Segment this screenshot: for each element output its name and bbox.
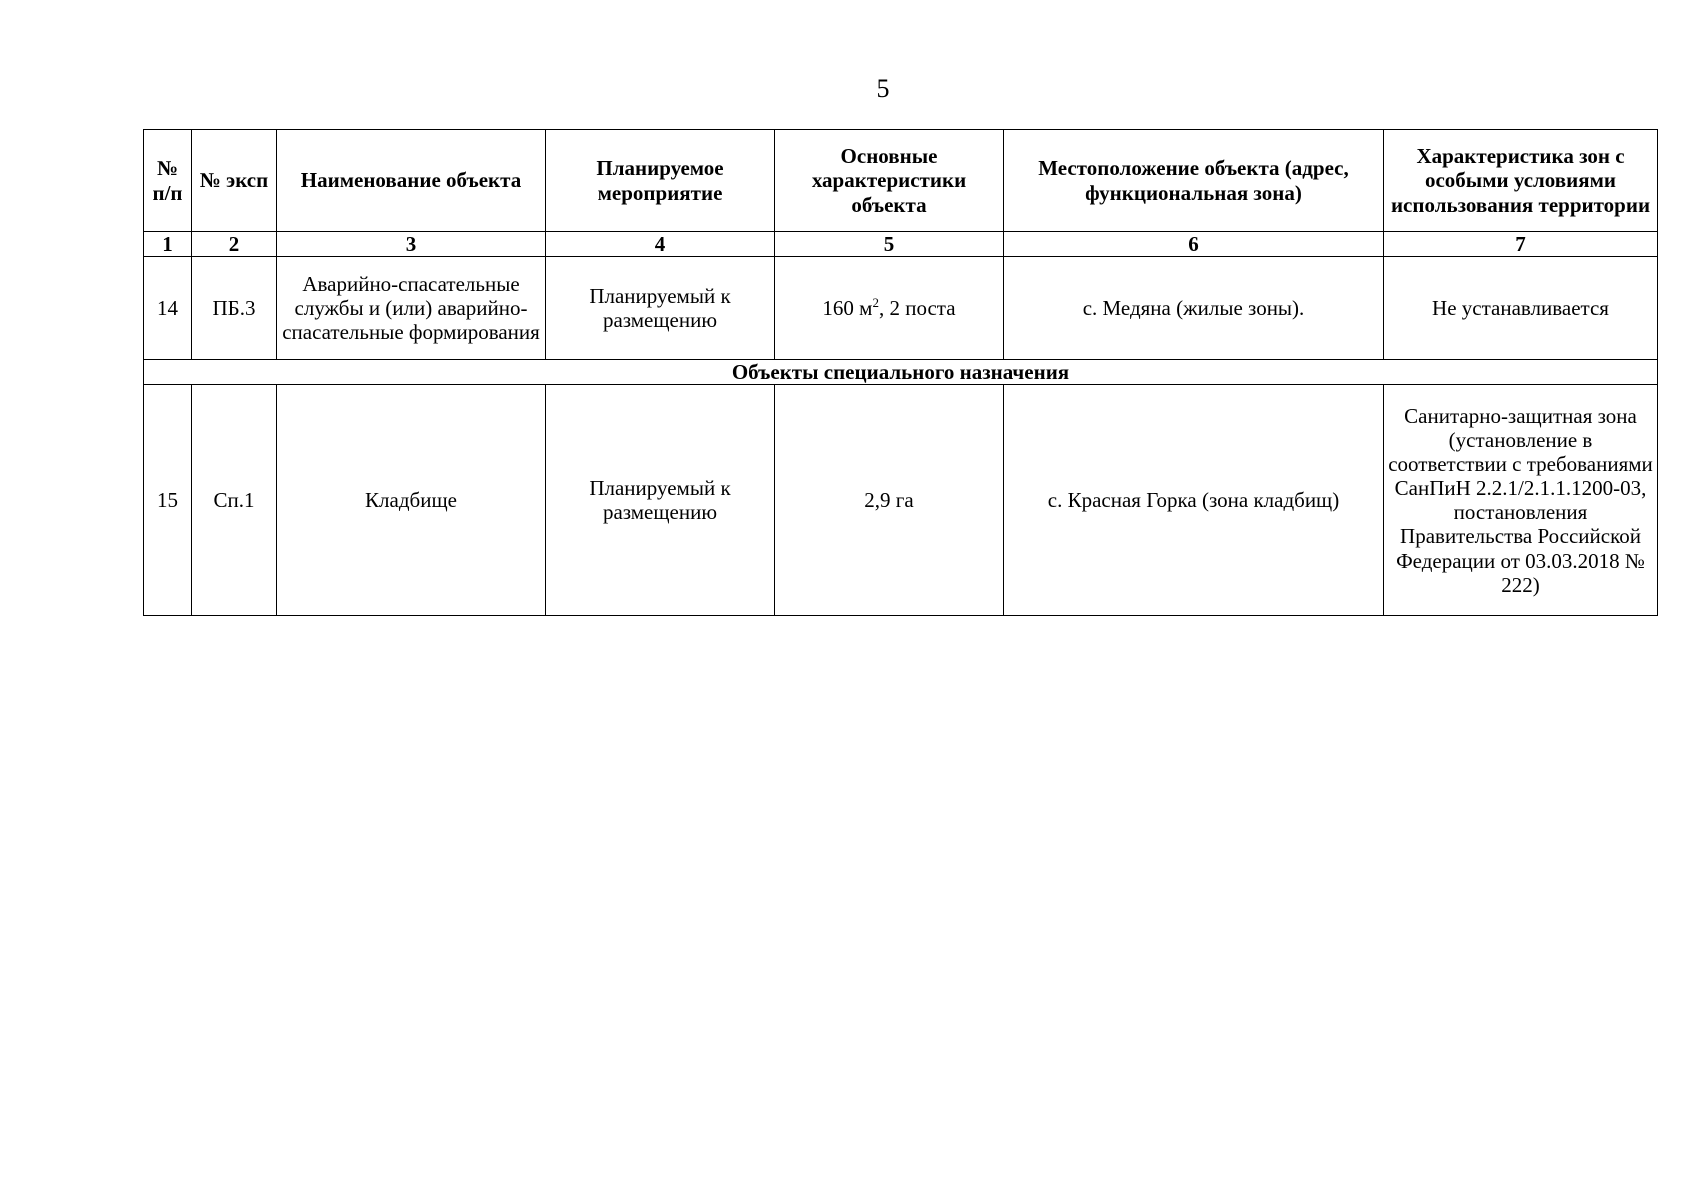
cell-num: 14 [144, 257, 192, 360]
cell-name: Кладбище [277, 385, 546, 616]
column-index: 2 [192, 232, 277, 257]
column-index: 6 [1004, 232, 1384, 257]
table-row [144, 257, 1658, 360]
header-location: Местоположение объекта (адрес, функциональная зона) [1004, 130, 1384, 232]
column-index: 4 [546, 232, 775, 257]
column-index: 3 [277, 232, 546, 257]
header-zones: Характеристика зон с особыми условиями использования территории [1384, 130, 1658, 232]
cell-activity: Планируемый к размещению [546, 257, 775, 360]
header-num: № п/п [144, 130, 192, 232]
cell-activity: Планируемый к размещению [546, 385, 775, 616]
characteristics-value: 160 м [822, 296, 873, 321]
page-number: 5 [876, 74, 890, 103]
cell-location: с. Красная Горка (зона кладбищ) [1004, 385, 1384, 616]
cell-zones: Санитарно-защитная зона (установление в соответствии с требованиями СанПиН 2.2.1/2.1.1.1200-03, постановления Правительства Российской Федерации от 03.03.2018 № 222) [1384, 385, 1658, 616]
section-row [144, 360, 1658, 385]
cell-exp: ПБ.3 [192, 257, 277, 360]
cell-characteristics: 2,9 га [775, 385, 1004, 616]
header-exp: № эксп [192, 130, 277, 232]
table-row [144, 385, 1658, 616]
section-title: Объекты специального назначения [144, 360, 1658, 385]
column-index: 5 [775, 232, 1004, 257]
cell-zones: Не устанавливается [1384, 257, 1658, 360]
cell-num: 15 [144, 385, 192, 616]
header-activity: Планируемое мероприятие [546, 130, 775, 232]
cell-name: Аварийно-спасательные службы и (или) аварийно-спасательные формирования [277, 257, 546, 360]
header-characteristics: Основные характеристики объекта [775, 130, 1004, 232]
cell-exp: Сп.1 [192, 385, 277, 616]
column-index: 1 [144, 232, 192, 257]
header-name: Наименование объекта [277, 130, 546, 232]
characteristics-superscript: 2 [872, 295, 879, 311]
cell-location: с. Медяна (жилые зоны). [1004, 257, 1384, 360]
characteristics-rest: , 2 поста [878, 296, 956, 321]
cell-characteristics [775, 257, 1004, 360]
column-index-row [144, 232, 1658, 257]
table-header-row [144, 130, 1658, 232]
objects-table [143, 129, 1658, 616]
column-index: 7 [1384, 232, 1658, 257]
